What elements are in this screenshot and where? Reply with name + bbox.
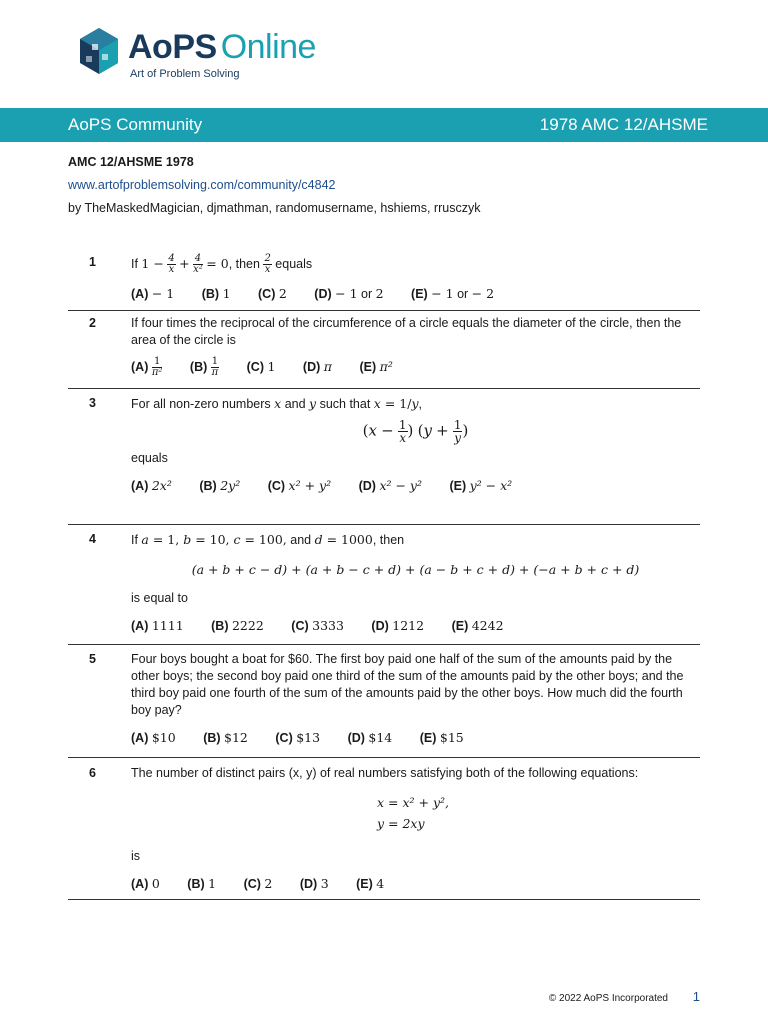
problem-body: If four times the reciprocal of the circumference of a circle equals the diameter of the circle, then the area of the circle is (A) $\frac{1}{\text{π²}}$ (B) $\frac{1}{\pi}$ (C) 1 (D) π (E) π² bbox=[131, 315, 700, 378]
problem-text: Four boys bought a boat for $60. The first boy paid one half of the sum of the amounts paid by the other boys; the second boy paid one third of the sum of the amounts paid by the other boys; and the third boy paid one fourth of the sum of the amounts paid by the other boys. How much did the fourth boy pay? bbox=[131, 652, 684, 717]
problem-body: For all non-zero numbers x and y such that x = 1/y, (x − $\frac{1}{x}$ ) (y + $\frac{1}{y}$ ) equals (A) 2x² (B) 2y² (C) x² + y² (D) x² − y² (E) y² − x² bbox=[131, 395, 700, 495]
document-title: AMC 12/AHSME 1978 bbox=[68, 155, 194, 169]
problem-number: 4 bbox=[89, 532, 96, 546]
aops-cube-icon bbox=[78, 26, 120, 76]
divider bbox=[68, 644, 700, 645]
divider bbox=[68, 310, 700, 311]
copyright-notice: © 2022 AoPS Incorporated bbox=[548, 993, 668, 1004]
problem-body: Four boys bought a boat for $60. The first boy paid one half of the sum of the amounts paid by the other boys; the second boy paid one third of the sum of the amounts paid by the other boys; and the third boy paid one fourth of the sum of the amounts paid by the other boys. How much did the fourth boy pay? (A) $10 (B) $12 (C) $13 (D) $14 (E) $15 bbox=[131, 651, 700, 747]
community-link[interactable]: www.artofproblemsolving.com/community/c4842 bbox=[68, 178, 336, 192]
divider bbox=[68, 388, 700, 389]
problem-text: is equal to bbox=[131, 591, 188, 605]
problem-number: 2 bbox=[89, 316, 96, 330]
problem-number: 1 bbox=[89, 255, 96, 269]
problem-text: is bbox=[131, 849, 141, 863]
problem-body: If a = 1, b = 10, c = 100, and d = 1000, then (a + b + c − d) + (a + b − c + d) + (a − b + c + d) + (−a + b + c + d) is equal to (A) 1111 (B) 2222 (C) 3333 (D) 1212 (E) 4242 bbox=[131, 531, 700, 635]
problem-text: equals bbox=[131, 451, 168, 465]
authors-line: by TheMaskedMagician, djmathman, randomusername, hshiems, rrusczyk bbox=[68, 201, 481, 215]
header-bar bbox=[0, 108, 768, 142]
logo-brand: AoPS bbox=[128, 28, 217, 66]
problem-number: 6 bbox=[89, 766, 96, 780]
problem-body: If 1 − $\frac{4}{x}$ + $\frac{4}{\text{x²}}$ = 0, then $\frac{2}{x}$ equals (A) − 1 (B) 1 (C) 2 (D) − 1 or 2 (E) − 1 or − 2 bbox=[131, 253, 495, 301]
contest-title: 1978 AMC 12/AHSME bbox=[539, 115, 708, 134]
aops-logo bbox=[78, 24, 338, 84]
divider bbox=[68, 524, 700, 525]
problem-body: The number of distinct pairs (x, y) of real numbers satisfying both of the following equations: x = x² + y², y = 2xy is (A) 0 (B) 1 (C) 2 (D) 3 (E) 4 bbox=[131, 765, 700, 893]
problem-number: 3 bbox=[89, 396, 96, 410]
logo-online: Online bbox=[220, 28, 316, 66]
logo-tagline: Art of Problem Solving bbox=[130, 68, 240, 80]
problem-text: The number of distinct pairs (x, y) of real numbers satisfying both of the following equations: bbox=[131, 766, 639, 780]
page-number: 1 bbox=[692, 989, 700, 1004]
problem-number: 5 bbox=[89, 652, 96, 666]
problem-text: If four times the reciprocal of the circumference of a circle equals the diameter of the circle, then the area of the circle is bbox=[131, 316, 682, 347]
divider bbox=[68, 899, 700, 900]
community-title: AoPS Community bbox=[68, 115, 203, 134]
divider bbox=[68, 757, 700, 758]
